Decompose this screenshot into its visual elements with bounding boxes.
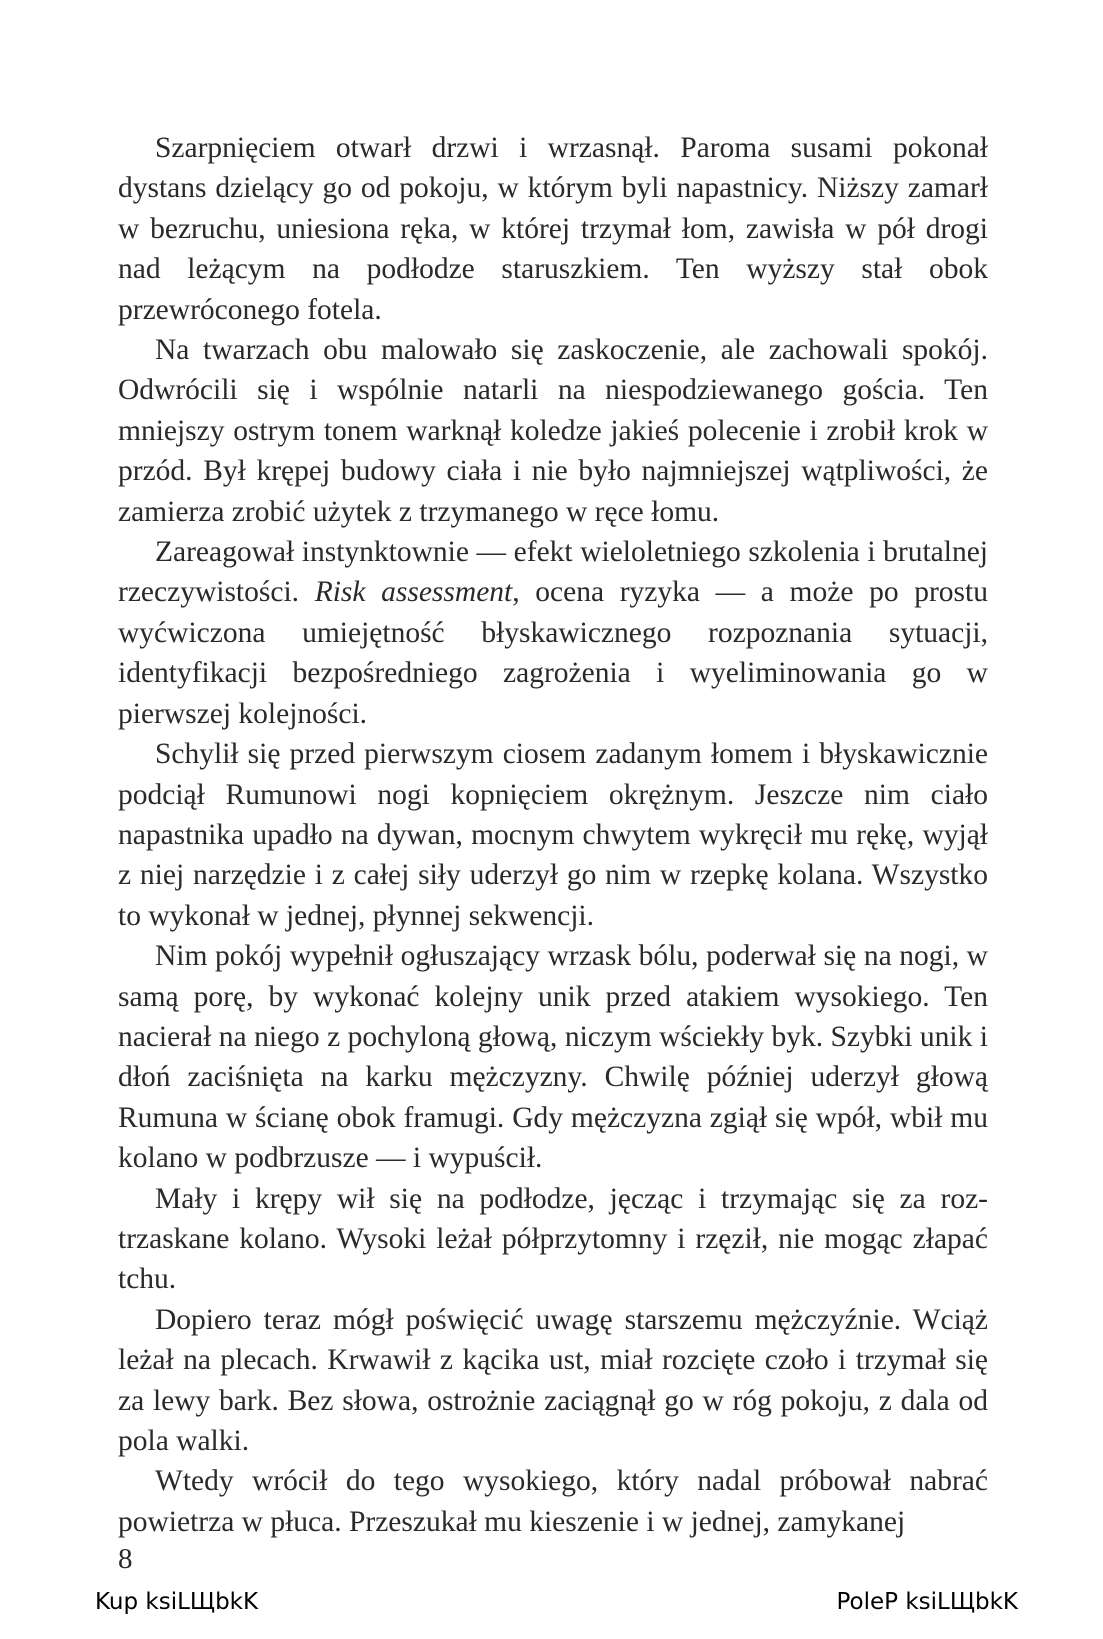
paragraph-3 xyxy=(118,532,988,734)
paragraph-8: Wtedy wrócił do tego wysokiego, który nadal próbował nabrać powietrza w płuca. Przeszukał mu kieszenie i w jednej, zamykanej xyxy=(118,1465,988,1538)
page-body xyxy=(118,128,988,1542)
paragraph-3-text-start: Zareagował instynktownie — efekt wieloletniego szkolenia i brutalnej rzeczywistości. xyxy=(118,536,988,609)
buy-book-link[interactable]: Kup ksiLЩbkK xyxy=(95,1589,259,1615)
italic-phrase: Risk assessment xyxy=(314,576,513,609)
paragraph-1: Szarpnięciem otwarł drzwi i wrzasnął. Paroma susami pokonał dystans dzielący go od pokoju, w którym byli napastnicy. Niższy zamarł w bezruchu, uniesiona ręka, w której trzymał łom, zawisła w pół drogi nad leżącym na podłodze staruszkiem. Ten wyższy stał obok przewróconego fotela. xyxy=(118,132,988,326)
paragraph-6: Mały i krępy wił się na podłodze, jęcząc i trzymając się za roztrzaskane kolano. Wysoki leżał półprzytomny i rzęził, nie mogąc złapać tchu. xyxy=(118,1182,988,1296)
paragraph-4: Schylił się przed pierwszym ciosem zadanym łomem i błyskawicznie podciął Rumunowi nogi kopnięciem okrężnym. Jeszcze nim ciało napastnika upadło na dywan, mocnym chwytem wykręcił mu rękę, wyjął z niej narzędzie i z całej siły uderzył go nim w rzepkę kolana. Wszystko to wykonał w jednej, płynnej sekwencji. xyxy=(118,738,988,932)
paragraph-7: Dopiero teraz mógł poświęcić uwagę starszemu mężczyźnie. Wciąż leżał na plecach. Krwawił z kącika ust, miał rozcięte czoło i trzymał się za lewy bark. Bez słowa, ostrożnie zaciągnął go w róg pokoju, z dala od pola walki. xyxy=(118,1303,988,1457)
paragraph-2: Na twarzach obu malowało się zaskoczenie, ale zachowali spokój. Odwrócili się i wspólnie natarli na niespodziewanego gościa. Ten mniejszy ostrym tonem warknął koledze jakieś polecenie i zrobił krok w przód. Był krępej budowy ciała i nie było najmniejszej wątpliwości, że zamierza zrobić użytek z trzymanego w ręce łomu. xyxy=(118,334,988,528)
paragraph-5: Nim pokój wypełnił ogłuszający wrzask bólu, poderwał się na nogi, w samą porę, by wykonać kolejny unik przed atakiem wysokiego. Ten nacierał na niego z pochyloną głową, niczym wściekły byk. Szybki unik i dłoń zaciśnięta na karku mężczyzny. Chwilę później uderzył głową Rumuna w ścianę obok framugi. Gdy mężczyzna zgiął się wpół, wbił mu kolano w podbrzusze — i wypuścił. xyxy=(118,940,988,1175)
paragraph-3-text-end: , ocena ryzyka — a może po prostu wyćwiczona umiejętność błyskawicznego rozpoznania sytuacji, identyfikacji bezpośredniego zagrożenia i wyeliminowania go w pierwszej kolejności. xyxy=(118,576,988,730)
rate-book-link[interactable]: PoleP ksiLЩbkK xyxy=(836,1589,1018,1615)
page-number: 8 xyxy=(118,1543,133,1575)
